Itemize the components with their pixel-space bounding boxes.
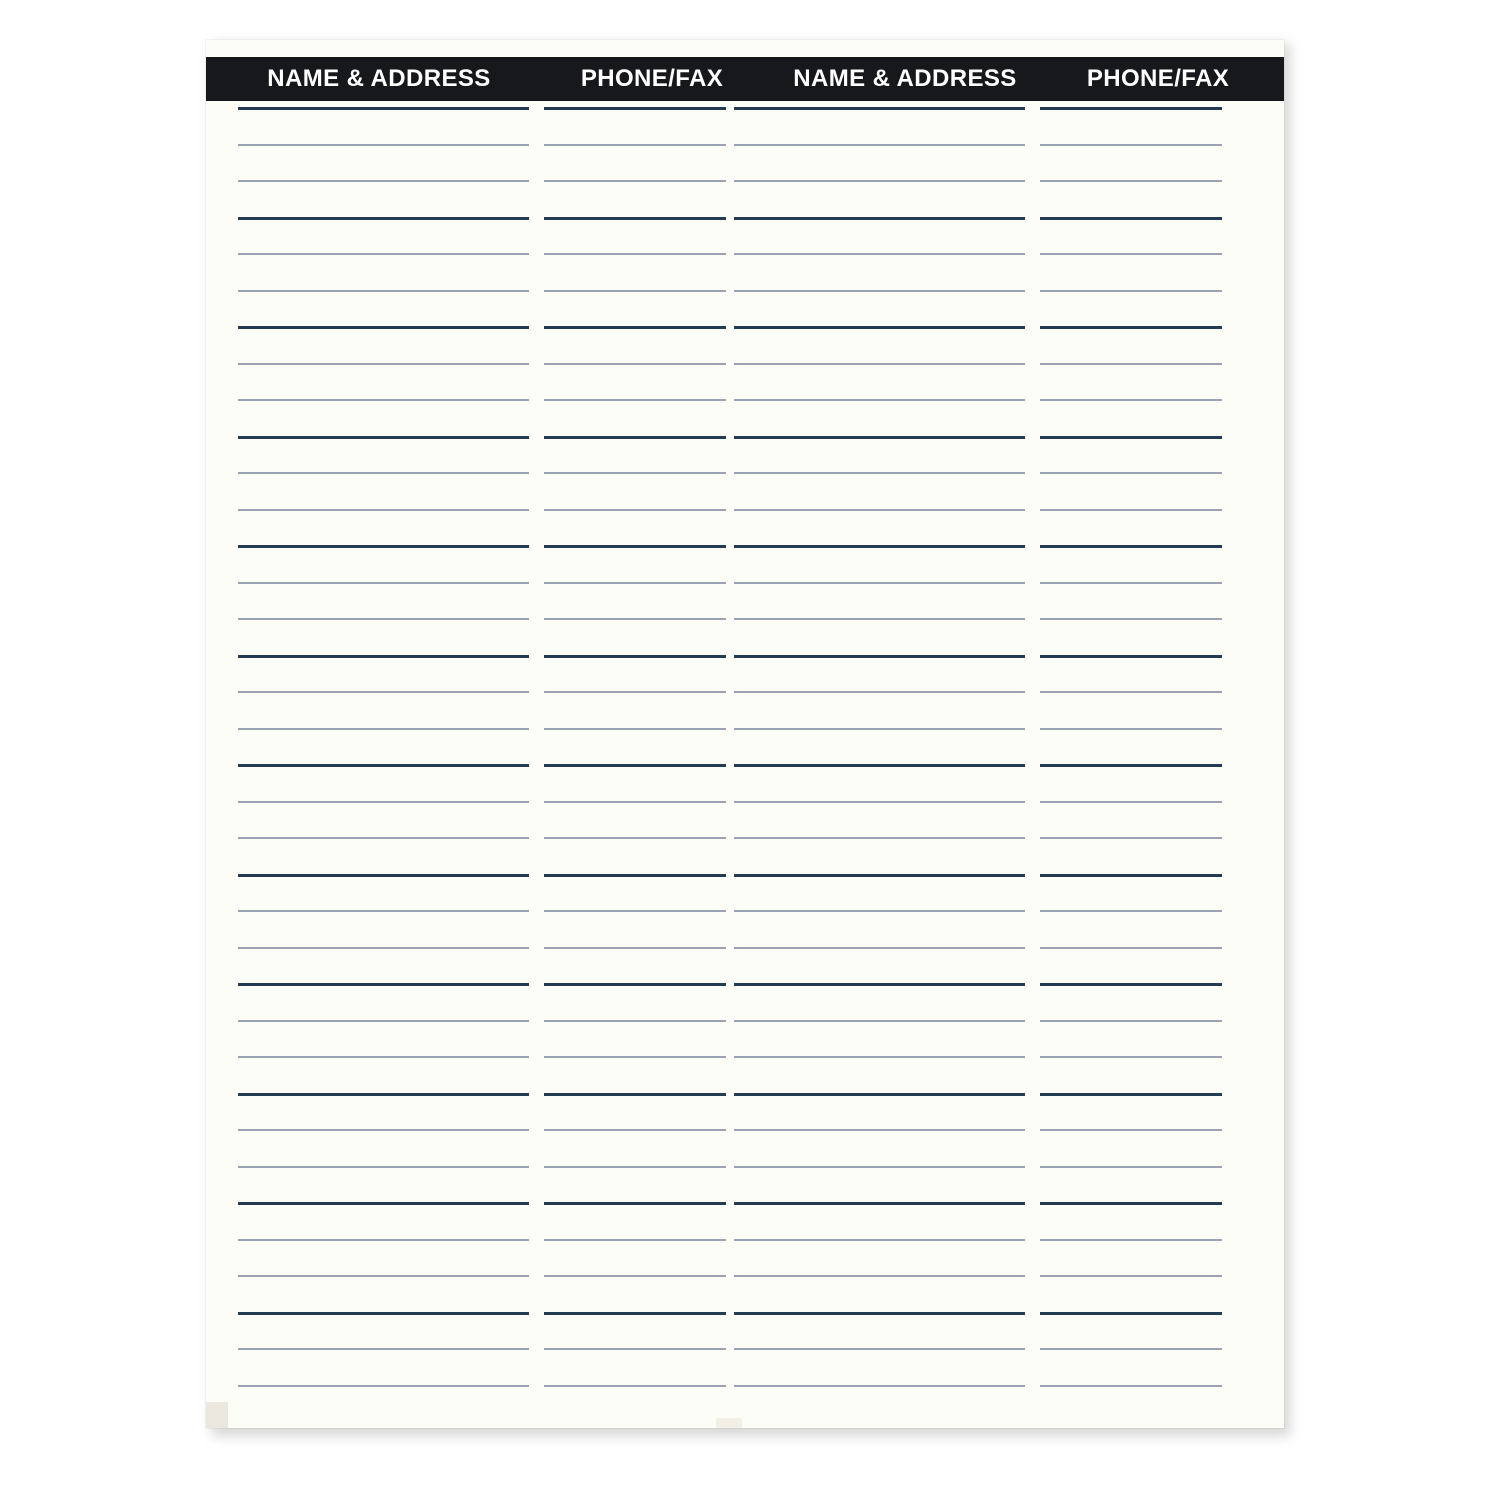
major-rule <box>238 1093 529 1096</box>
minor-rule <box>544 728 726 730</box>
minor-rule <box>238 910 529 912</box>
minor-rule <box>1040 1020 1222 1022</box>
minor-rule <box>544 1275 726 1277</box>
major-rule <box>1040 1312 1222 1315</box>
minor-rule <box>734 144 1025 146</box>
minor-rule <box>238 691 529 693</box>
minor-rule <box>1040 509 1222 511</box>
minor-rule <box>734 1275 1025 1277</box>
major-rule <box>238 874 529 877</box>
major-rule <box>1040 1093 1222 1096</box>
minor-rule <box>544 144 726 146</box>
minor-rule <box>544 1129 726 1131</box>
header-name-address-2: NAME & ADDRESS <box>793 65 1017 92</box>
column-name-address-2[interactable] <box>734 101 1025 1428</box>
minor-rule <box>1040 144 1222 146</box>
minor-rule <box>544 1020 726 1022</box>
minor-rule <box>544 180 726 182</box>
minor-rule <box>734 509 1025 511</box>
major-rule <box>544 1202 726 1205</box>
major-rule <box>1040 983 1222 986</box>
minor-rule <box>544 1056 726 1058</box>
major-rule <box>734 983 1025 986</box>
minor-rule <box>734 582 1025 584</box>
major-rule <box>734 545 1025 548</box>
major-rule <box>238 326 529 329</box>
minor-rule <box>1040 1166 1222 1168</box>
minor-rule <box>1040 618 1222 620</box>
major-rule <box>1040 107 1222 110</box>
major-rule <box>734 217 1025 220</box>
major-rule <box>238 655 529 658</box>
minor-rule <box>734 1348 1025 1350</box>
minor-rule <box>1040 399 1222 401</box>
minor-rule <box>734 618 1025 620</box>
major-rule <box>544 764 726 767</box>
minor-rule <box>1040 180 1222 182</box>
major-rule <box>1040 874 1222 877</box>
minor-rule <box>238 1348 529 1350</box>
minor-rule <box>734 691 1025 693</box>
minor-rule <box>238 1239 529 1241</box>
minor-rule <box>734 837 1025 839</box>
minor-rule <box>1040 290 1222 292</box>
major-rule <box>734 764 1025 767</box>
major-rule <box>238 545 529 548</box>
log-sheet <box>206 40 1284 1428</box>
minor-rule <box>544 1166 726 1168</box>
minor-rule <box>238 180 529 182</box>
minor-rule <box>734 253 1025 255</box>
major-rule <box>734 874 1025 877</box>
minor-rule <box>734 180 1025 182</box>
minor-rule <box>734 947 1025 949</box>
minor-rule <box>238 290 529 292</box>
major-rule <box>1040 326 1222 329</box>
major-rule <box>238 1202 529 1205</box>
major-rule <box>544 326 726 329</box>
minor-rule <box>1040 728 1222 730</box>
minor-rule <box>734 728 1025 730</box>
minor-rule <box>238 399 529 401</box>
major-rule <box>544 655 726 658</box>
minor-rule <box>544 801 726 803</box>
minor-rule <box>238 253 529 255</box>
minor-rule <box>544 399 726 401</box>
major-rule <box>734 326 1025 329</box>
minor-rule <box>1040 363 1222 365</box>
major-rule <box>238 217 529 220</box>
minor-rule <box>734 1385 1025 1387</box>
minor-rule <box>544 691 726 693</box>
minor-rule <box>544 618 726 620</box>
minor-rule <box>238 801 529 803</box>
minor-rule <box>238 509 529 511</box>
major-rule <box>238 764 529 767</box>
page-curl-artifact <box>716 1418 742 1428</box>
minor-rule <box>238 144 529 146</box>
minor-rule <box>544 363 726 365</box>
minor-rule <box>238 1275 529 1277</box>
major-rule <box>1040 436 1222 439</box>
minor-rule <box>238 1129 529 1131</box>
minor-rule <box>544 947 726 949</box>
minor-rule <box>238 618 529 620</box>
major-rule <box>544 545 726 548</box>
column-phone-fax-1[interactable] <box>544 101 726 1428</box>
minor-rule <box>734 1020 1025 1022</box>
minor-rule <box>544 253 726 255</box>
minor-rule <box>734 290 1025 292</box>
minor-rule <box>544 582 726 584</box>
major-rule <box>544 983 726 986</box>
minor-rule <box>544 1385 726 1387</box>
major-rule <box>734 107 1025 110</box>
minor-rule <box>1040 582 1222 584</box>
major-rule <box>1040 764 1222 767</box>
minor-rule <box>544 1239 726 1241</box>
major-rule <box>238 436 529 439</box>
minor-rule <box>734 801 1025 803</box>
major-rule <box>1040 217 1222 220</box>
minor-rule <box>1040 1385 1222 1387</box>
major-rule <box>734 1202 1025 1205</box>
minor-rule <box>734 363 1025 365</box>
minor-rule <box>734 1056 1025 1058</box>
minor-rule <box>1040 1239 1222 1241</box>
minor-rule <box>1040 910 1222 912</box>
minor-rule <box>238 1056 529 1058</box>
page-corner-fold <box>206 1402 228 1428</box>
major-rule <box>734 1093 1025 1096</box>
minor-rule <box>238 837 529 839</box>
major-rule <box>544 217 726 220</box>
header-name-address-1: NAME & ADDRESS <box>267 65 491 92</box>
column-phone-fax-2[interactable] <box>1040 101 1222 1428</box>
minor-rule <box>1040 1348 1222 1350</box>
major-rule <box>238 107 529 110</box>
minor-rule <box>734 472 1025 474</box>
minor-rule <box>238 1385 529 1387</box>
minor-rule <box>544 910 726 912</box>
minor-rule <box>544 837 726 839</box>
major-rule <box>544 1312 726 1315</box>
major-rule <box>734 1312 1025 1315</box>
minor-rule <box>734 1239 1025 1241</box>
major-rule <box>238 983 529 986</box>
major-rule <box>1040 545 1222 548</box>
header-phone-fax-1: PHONE/FAX <box>580 65 724 92</box>
minor-rule <box>238 363 529 365</box>
column-header-band <box>206 57 1284 101</box>
major-rule <box>1040 1202 1222 1205</box>
major-rule <box>734 655 1025 658</box>
column-name-address-1[interactable] <box>238 101 529 1428</box>
minor-rule <box>544 472 726 474</box>
major-rule <box>544 107 726 110</box>
minor-rule <box>1040 691 1222 693</box>
minor-rule <box>238 947 529 949</box>
minor-rule <box>238 1020 529 1022</box>
major-rule <box>544 1093 726 1096</box>
minor-rule <box>544 290 726 292</box>
minor-rule <box>734 1166 1025 1168</box>
minor-rule <box>238 472 529 474</box>
minor-rule <box>1040 947 1222 949</box>
major-rule <box>544 436 726 439</box>
minor-rule <box>1040 1056 1222 1058</box>
header-phone-fax-2: PHONE/FAX <box>1086 65 1230 92</box>
minor-rule <box>544 509 726 511</box>
minor-rule <box>1040 1275 1222 1277</box>
minor-rule <box>1040 253 1222 255</box>
major-rule <box>544 874 726 877</box>
major-rule <box>238 1312 529 1315</box>
minor-rule <box>1040 801 1222 803</box>
minor-rule <box>1040 472 1222 474</box>
minor-rule <box>1040 1129 1222 1131</box>
writing-grid <box>206 101 1284 1428</box>
minor-rule <box>238 728 529 730</box>
minor-rule <box>734 910 1025 912</box>
major-rule <box>1040 655 1222 658</box>
minor-rule <box>544 1348 726 1350</box>
major-rule <box>734 436 1025 439</box>
minor-rule <box>1040 837 1222 839</box>
minor-rule <box>238 1166 529 1168</box>
minor-rule <box>238 582 529 584</box>
minor-rule <box>734 399 1025 401</box>
minor-rule <box>734 1129 1025 1131</box>
